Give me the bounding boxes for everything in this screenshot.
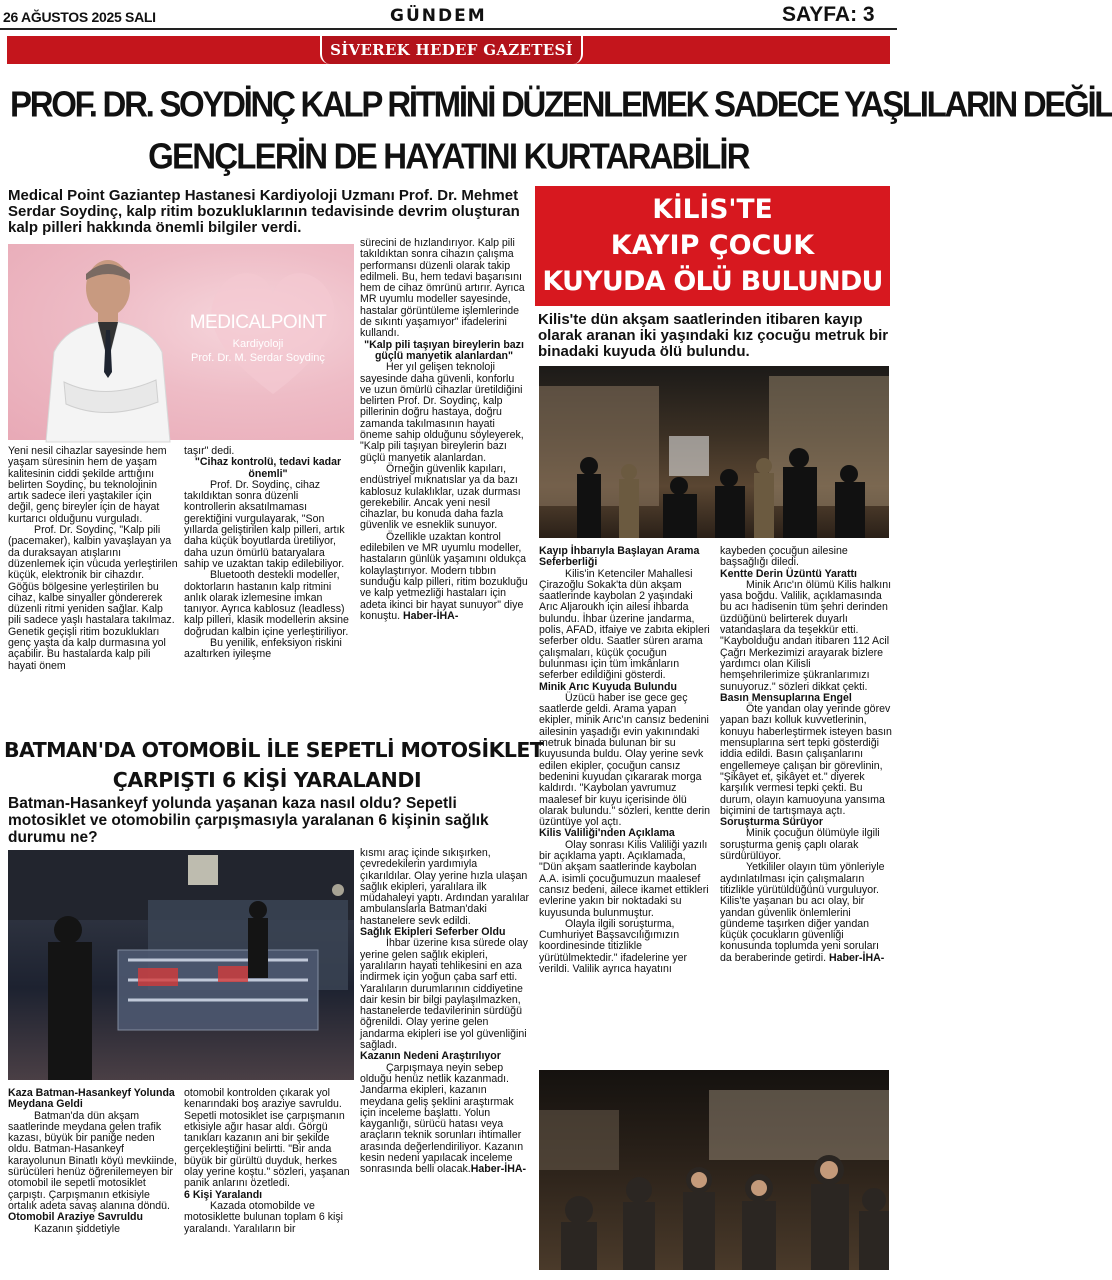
subheading: Kazanın Nedeni Araştırılıyor: [360, 1050, 501, 1063]
paragraph: Örneğin güvenlik kapıları, endüstriyel mıknatıslar ya da bazı kablosuz kulaklıklar, uzak durması gerekebilir. Ancak yeni nesil cihazlar, bu konuda daha fazla güvenlik ve esneklik sunuyor.: [360, 462, 521, 532]
crowd-scene: [539, 1070, 889, 1270]
paragraph: Batman'da dün akşam saatlerinde meydana gelen trafik kazası, büyük bir paniğe neden oldu. Batman-Hasankeyf karayolunun Binatlı köyü mevkiinde, sürücüleri henüz öğrenilemeyen bir otomobil ile sepetli motosiklet çarpıştı. Çarpışmanın etkisiyle ortalık adeta savaş alanına döndü.: [8, 1109, 178, 1212]
paragraph: [720, 862, 892, 964]
paragraph: Olayla ilgili soruşturma, Cumhuriyet Başsavcılığımızın koordinesinde titizlikle yürütülmektedir." ifadelerine yer verildi. Valilik ayrıca hayatını: [539, 917, 688, 975]
accident-photo: [8, 850, 354, 1080]
police-scene: [539, 366, 889, 538]
paragraph-text: Özellikle uzaktan kontrol edilebilen ve MR uyumlu modeller, hastaların günlük yaşamını oldukça kolaylaştırıyor. Modern tıbbın sunduğu kalp pilleri, ritim bozukluğu ve kalp yetmezliği hastaları için adeta ikinci bir hayat sunuyor" diye konuştu.: [360, 530, 528, 622]
paragraph: Prof. Dr. Soydinç, cihaz takıldıktan sonra düzenli kontrollerin aksatılmaması gerektiğini vurgulayarak, "Son yıllarda geliştirilen kalp pilleri, artık daha küçük boyutlarda üretiliyor, daha uzun ömürlü bataryalara sahip ve uzaktan takip edilebiliyor.: [184, 478, 345, 570]
batman-column-2: [184, 1088, 352, 1274]
paragraph: Yeni nesil cihazlar sayesinde hem yaşam süresinin hem de yaşam kalitesinin ciddi şekilde arttığını belirten Soydinç, bu teknolojinin artık sadece ileri yaştakiler için değil, genç bireyler için de hayat kurtarıcı olduğunu vurguladı.: [8, 445, 167, 525]
banner-ribbon: [320, 36, 583, 64]
kilis-crowd-photo: [539, 1070, 889, 1270]
headline-line-1: PROF. DR. SOYDİNÇ KALP RİTMİNİ DÜZENLEMEK SADECE YAŞLILARIN DEĞİL: [10, 83, 1112, 124]
paragraph: taşır" dedi.: [184, 445, 235, 457]
paragraph: Kazanın şiddetiyle: [34, 1222, 120, 1235]
paragraph-text: Çarpışmaya neyin sebep olduğu henüz netlik kazanmadı. Jandarma ekipleri, kazanın meydana geliş şeklini araştırmak için inceleme başlattı. Yolun kayganlığı, sürücü hatası veya araçların teknik sorunları ihtimaller arasında değerlendiriliyor. Kazanın kesin nedeni yapılacak inceleme sonrasında belli olacak.: [360, 1061, 524, 1176]
paragraph: Prof. Dr. Soydinç, "Kalp pili (pacemaker), kalbin yavaşlayan ya da duraksayan atışlarını düzenlemek için vücuda yerleştirilen küçük, elektronik bir cihazdır. Göğüs bölgesine yerleştirilen bu cihaz, kalbe sinyaller göndererek düzenli ritmi yeniden sağlar. Kalp pili sadece yaşlı hastalara takılmaz. Genetik geçişli ritim bozuklukları genç yaşta da kalp durmasına yol açabilir. Bu hastalarda kalp pili hayati önem: [8, 524, 178, 672]
kilis-lead: Kilis'te dün akşam saatlerinden itibaren kayıp olarak aranan iki yaşındaki kız çocuğu metruk bir binadaki kuyuda ölü bulundu.: [538, 311, 889, 360]
paragraph: İhbar üzerine kısa sürede olay yerine gelen sağlık ekipleri, yaralıların hayati tehlikesini en aza indirmek için yoğun çaba sarf etti. Yaralıların durumlarının ciddiyetine dair kesin bir bilgi paylaşılmazken, hastanelerde tedavilerinin sürdüğü öğrenildi. Olay yerine gelen jandarma ekipleri ise yol güvenliğini sağladı.: [360, 937, 528, 1052]
paragraph: Bluetooth destekli modeller, doktorların hastanın kalp ritmini anlık olarak izlemesine imkan tanıyor. Ayrıca kablosuz (leadless) kalp pilleri, klasik modellerin aksine doğrudan kalbin içine yerleştiriliyor.: [184, 569, 349, 638]
batman-lead: Batman-Hasankeyf yolunda yaşanan kaza nasıl oldu? Sepetli motosiklet ve otomobilin çarpışmasıyla yaralanan 6 kişinin sağlık durumu ne?: [8, 795, 489, 846]
kilis-column-1: [539, 546, 711, 1064]
subheading: Otomobil Araziye Savruldu: [8, 1211, 143, 1224]
paragraph: Üzücü haber ise gece geç saatlerde geldi. Arama yapan ekipler, minik Arıc'ın cansız bedenini ailesinin yaşadığı evin yakınındaki metruk binada bulunan bir su kuyusunda buldu. Olay yerine sevk edilen ekipler, çocuğun cansız bedenini kuyudan çıkararak morga kaldırdı. "Kaybolan yavrumuz maalesef bir kuyu içerisinde ölü olarak bulundu." sözleri, kentte derin üzüntüye yol açtı.: [539, 691, 711, 829]
subheading: "Kalp pili taşıyan bireylerin bazı güçlü manyetik alanlardan": [364, 338, 524, 362]
agency-tag: Haber-İHA-: [470, 1163, 527, 1176]
subheading: Kaza Batman-Hasankeyf Yolunda Meydana Geldi: [8, 1087, 175, 1111]
newspaper-banner: [7, 36, 890, 64]
medical-column-3: [360, 238, 528, 732]
subheading: Basın Mensuplarına Engel: [720, 691, 852, 704]
paragraph: Minik çocuğun ölümüyle ilgili soruşturma geniş çaplı olarak sürdürülüyor.: [720, 827, 880, 863]
section-name: GÜNDEM: [390, 6, 487, 26]
subheading: Soruşturma Sürüyor: [720, 816, 824, 829]
subheading: Kentte Derin Üzüntü Yarattı: [720, 567, 857, 580]
medical-lead: Medical Point Gaziantep Hastanesi Kardiyoloji Uzmanı Prof. Dr. Mehmet Serdar Soydinç, kalp ritim bozukluklarının tedavisinde devrim oluşturan kalp pilleri hakkında önemli bilgiler verdi.: [8, 187, 520, 236]
paragraph: Bu yenilik, enfeksiyon riskini azaltırken iyileşme: [184, 637, 342, 661]
kilis-title-1: KİLİS'TE: [652, 194, 773, 225]
clinic-doctor: Prof. Dr. M. Serdar Soydinç: [191, 352, 325, 364]
paragraph: [360, 532, 528, 622]
medical-column-1: [8, 446, 178, 723]
subheading: Minik Arıc Kuyuda Bulundu: [539, 680, 677, 693]
doctor-photo: [8, 244, 354, 440]
paragraph: Kilis'in Ketenciler Mahallesi Çirazoğlu Sokak'ta dün akşam saatlerinde kaybolan 2 yaşındaki Arıc Aljaroukh için ailesi ihbarda bulundu. İhbar üzerine jandarma, polis, AFAD, itfaiye ve zabıta ekipleri seferber oldu. Saatler süren arama çalışmaları, küçük çocuğun bulunması için tüm imkânların seferber edildiğini gösterdi.: [539, 567, 710, 682]
main-headline: [0, 80, 1112, 180]
subheading: Kayıp İhbarıyla Başlayan Arama Seferberliği: [539, 545, 700, 569]
paragraph: Her yıl gelişen teknoloji sayesinde daha güvenli, konforlu ve uzun ömürlü cihazlar üretildiğini belirten Prof. Dr. Soydinç, kalp pillerinin doğru hastaya, doğru zamanda takılmasının hayati öneme sahip olduğunu söyleyerek, "Kalp pili taşıyan bireylerin bazı güçlü manyetik alanlardan.: [360, 361, 524, 464]
batman-headline: [0, 736, 544, 796]
kilis-column-2: [720, 546, 892, 1064]
paragraph: kaybeden çocuğun ailesine başsağlığı diledi.: [720, 545, 848, 569]
header-bar: [0, 0, 897, 32]
paragraph-text: Yetkililer olayın tüm yönleriyle aydınlatılması için çalışmaların titizlikle yürütüldüğünü vurguluyor. Kilis'te yaşanan bu acı olay, bir yandan güvenlik önlemlerini gündeme taşırken diğer yandan küçük çocukların güvenliği konusunda toplumda yeni soruları da beraberinde getirdi.: [720, 861, 885, 964]
batman-title-2: ÇARPIŞTI 6 KİŞİ YARALANDI: [112, 768, 422, 792]
kilis-title-box: [535, 186, 890, 306]
paragraph: sürecini de hızlandırıyor. Kalp pili takıldıktan sonra cihazın çalışma performansı düzenli olarak takip edilmeli. Bu, hem tedavi başarısını hem de cihaz ömrünü artırır. Ayrıca MR uyumlu modeller sayesinde, hastalar görüntüleme işlemlerinde de sıkıntı yaşamıyor" ifadelerini kullandı.: [360, 237, 525, 340]
kilis-night-photo: [539, 366, 889, 538]
kilis-title-3: KUYUDA ÖLÜ BULUNDU: [542, 266, 883, 297]
paragraph: [360, 1063, 530, 1176]
header-rule: [0, 28, 897, 30]
medical-column-2: [184, 446, 352, 723]
headline-line-2: GENÇLERİN DE HAYATINI KURTARABİLİR: [148, 135, 749, 176]
agency-tag: Haber-İHA-: [828, 951, 885, 964]
clinic-brand: MEDICALPOINT: [189, 312, 327, 333]
accident-scene: [8, 850, 354, 1080]
paragraph: Kazada otomobilde ve motosiklette bulunan toplam 6 kişi yaralandı. Yaralıların bir: [184, 1199, 343, 1235]
agency-tag: Haber-İHA-: [403, 609, 459, 622]
subheading: 6 Kişi Yaralandı: [184, 1188, 263, 1201]
banner-title: SİVEREK HEDEF GAZETESİ: [330, 41, 573, 59]
paragraph: Olay sonrası Kilis Valiliği yazılı bir açıklama yaptı. Açıklamada, "Dün akşam saatlerinde kaybolan A.A. isimli çocuğumuzun maalesef cansız bedeni, ailece ikamet ettikleri evlerine yakın bir noktadaki su kuyusunda bulunmuştur.: [539, 838, 709, 919]
clinic-logo: [168, 312, 348, 364]
batman-column-1: [8, 1088, 178, 1274]
clinic-dept: Kardiyoloji: [232, 338, 284, 350]
paragraph: Öte yandan olay yerinde görev yapan bazı kolluk kuvvetlerinin, konuyu haberleştirmek isteyen basın mensuplarına sert tepki gösterdiği iddia edildi. Basın çalışanlarını engellemeye çalışan bir görevlinin, "Şikâyet et, şikâyet et." diyerek karşılık vermesi tepki çekti. Bu durum, olayın kamuoyuna yansıma biçimini de tartışmaya açtı.: [720, 703, 892, 817]
paragraph: kısmı araç içinde sıkışırken, çevredekilerin yardımıyla çıkarıldılar. Olay yerine hızla ulaşan sağlık ekipleri, yaralılara ilk müdahaleyi yaptı. Ardından yaralılar ambulanslarla Batman'daki hastanelere sevk edildi.: [360, 847, 530, 927]
subheading: Sağlık Ekipleri Seferber Oldu: [360, 926, 506, 939]
paragraph: otomobil kontrolden çıkarak yol kenarındaki boş araziye savruldu. Sepetli motosiklet ise çarpışmanın etkisiyle ağır hasar aldı. Görgü tanıkları kazanın ani bir şekilde gerçekleştiğini belirtti. "Bir anda büyük bir gürültü duyduk, herkes olay yerine koştu." sözleri, yaşanan panik anlarını özetledi.: [184, 1087, 350, 1190]
subheading: Kilis Valiliği'nden Açıklama: [539, 827, 675, 840]
issue-date: 26 AĞUSTOS 2025 SALI: [3, 9, 156, 25]
subheading: "Cihaz kontrolü, tedavi kadar önemli": [194, 456, 342, 480]
page-number: SAYFA: 3: [782, 3, 875, 26]
paragraph: Minik Arıc'ın ölümü Kilis halkını yasa boğdu. Valilik, açıklamasında bu acı hadisenin tüm şehri derinden üzdüğünü belirterek duyarlı vatandaşlara da teşekkür etti. "Kaybolduğu andan itibaren 112 Acil Çağrı Merkezimizi arayarak bizlere yardımcı olan Kilisli hemşehrilerimize şükranlarımızı sunuyoruz." sözleri dikkat çekti.: [720, 578, 892, 693]
batman-column-3: [360, 848, 530, 1274]
kilis-title-2: KAYIP ÇOCUK: [610, 230, 815, 261]
doctor-figure: [36, 252, 186, 442]
batman-title-1: BATMAN'DA OTOMOBİL İLE SEPETLİ MOTOSİKLET: [4, 738, 544, 762]
